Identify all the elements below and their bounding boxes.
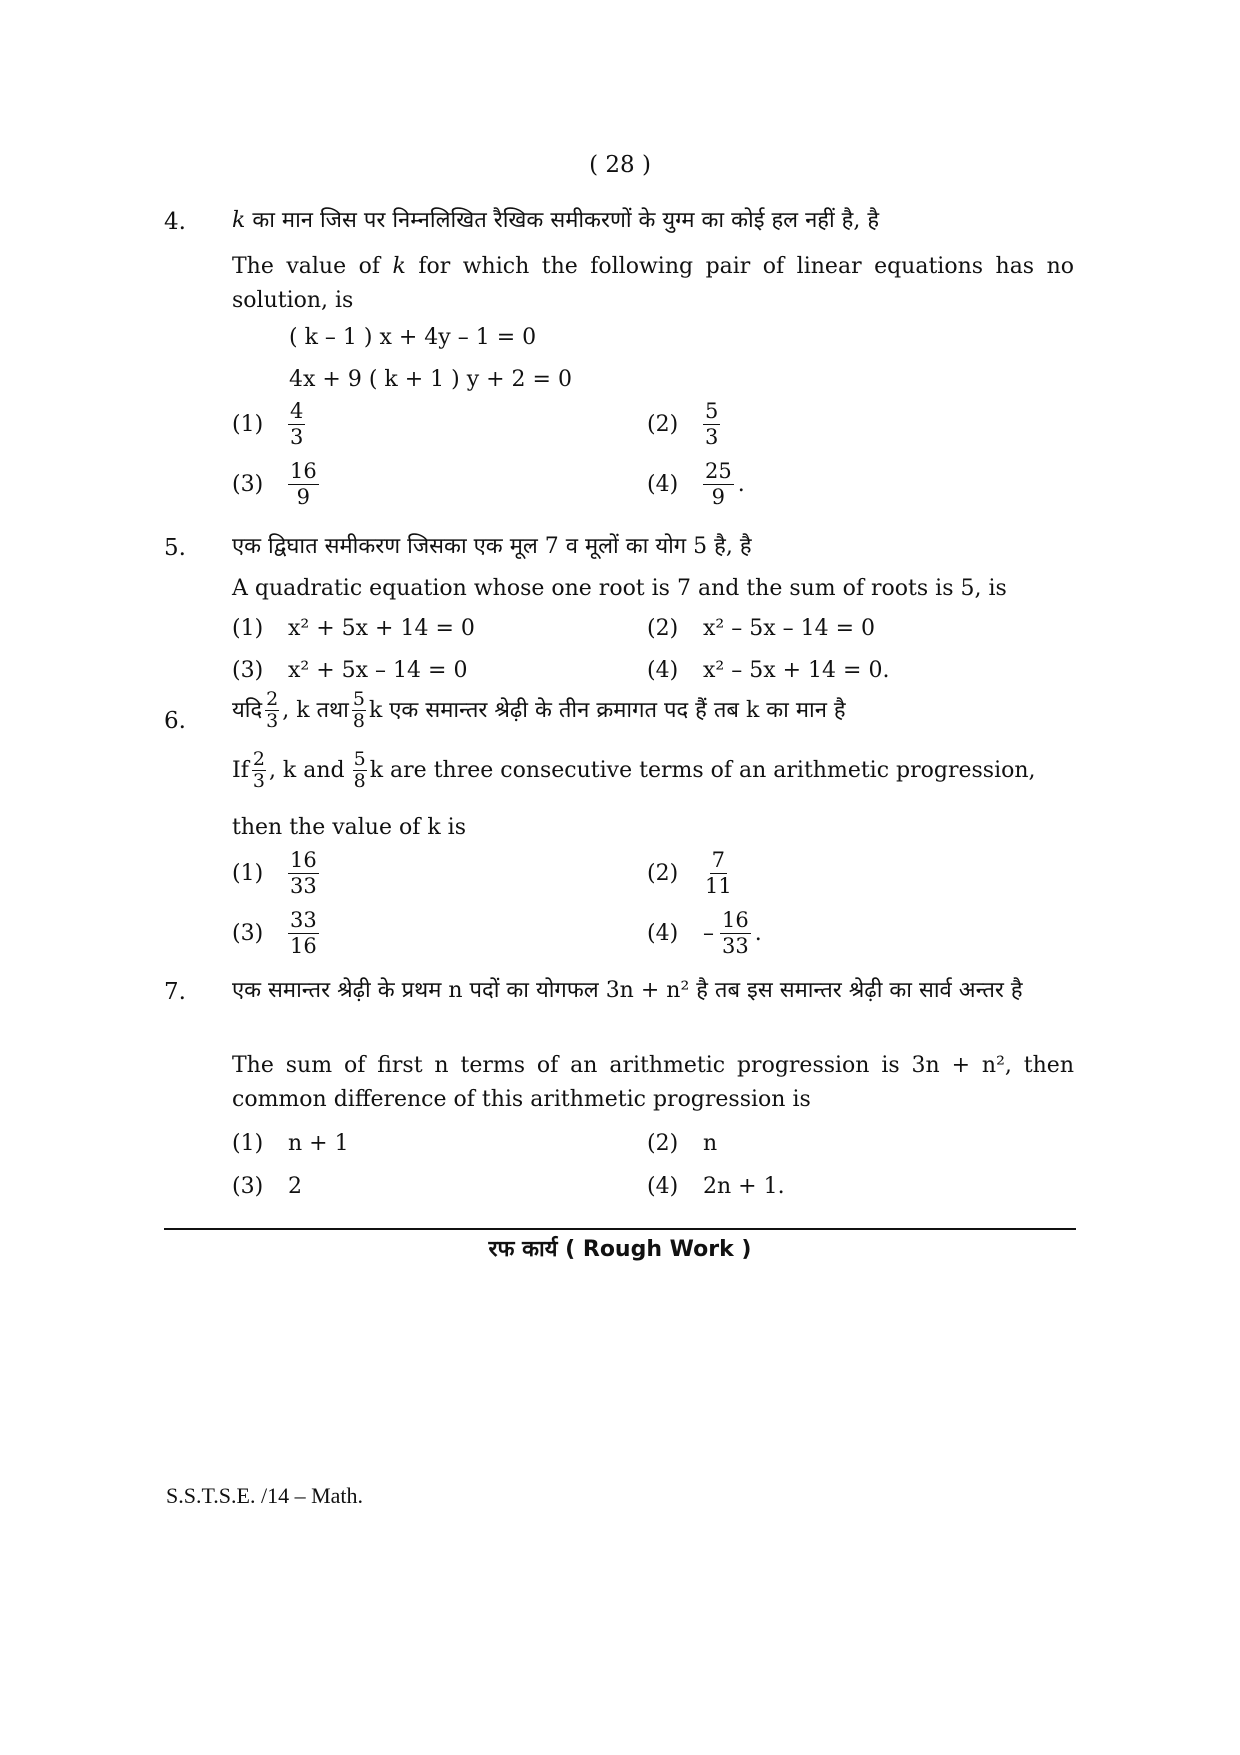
- rough-work-heading: रफ कार्य ( Rough Work ): [488, 1237, 752, 1262]
- fraction: $\frac{7}{11}$: [705, 848, 732, 898]
- question-english: The value of k for which the following pair of linear equations has no solution, is: [232, 254, 1075, 313]
- option-2[interactable]: (2) n: [647, 1131, 718, 1156]
- fraction: $\frac{16}{33}$: [290, 848, 317, 898]
- fraction: $\frac{2}{3}$: [252, 748, 265, 792]
- option-3[interactable]: (3) $\frac{33}{16}$: [232, 908, 317, 958]
- question-number: 5.: [164, 535, 186, 561]
- equation-2: 4x + 9 ( k + 1 ) y + 2 = 0: [289, 367, 572, 392]
- option-4[interactable]: (4) x² – 5x + 14 = 0.: [647, 658, 890, 683]
- question-number: 6.: [164, 708, 186, 734]
- question-hindi: एक समान्तर श्रेढ़ी के प्रथम n पदों का योगफल 3n + n² है तब इस समान्तर श्रेढ़ी का सार्व अन्तर है: [232, 978, 1023, 1003]
- fraction: $\frac{16}{9}$: [290, 459, 317, 509]
- option-1[interactable]: (1) $\frac{16}{33}$: [232, 848, 317, 898]
- question-english-line2: then the value of k is: [232, 815, 467, 840]
- fraction: $\frac{4}{3}$: [290, 399, 304, 449]
- question-hindi: एक द्विघात समीकरण जिसका एक मूल 7 व मूलों का योग 5 है, है: [232, 534, 752, 559]
- option-4[interactable]: (4) 2n + 1.: [647, 1174, 785, 1199]
- footer-code: S.S.T.S.E. /14 – Math.: [166, 1483, 364, 1508]
- divider: [164, 1228, 1076, 1230]
- question-hindi: यदि $\frac{2}{3}$ , k तथा $\frac{5}{8}$ k एक समान्तर श्रेढ़ी के तीन क्रमागत पद हैं तब k का मान है: [232, 688, 846, 732]
- option-3[interactable]: (3) 2: [232, 1174, 302, 1199]
- option-3[interactable]: (3) $\frac{16}{9}$: [232, 459, 317, 509]
- page-number: ( 28 ): [589, 152, 651, 178]
- question-english: The sum of first n terms of an arithmetic progression is 3n + n², then common difference of this arithmetic progression is: [232, 1053, 1074, 1112]
- equation-1: ( k – 1 ) x + 4y – 1 = 0: [289, 325, 537, 350]
- fraction: $\frac{33}{16}$: [290, 908, 317, 958]
- option-4[interactable]: (4) – $\frac{16}{33}$ .: [647, 908, 762, 958]
- fraction: $\frac{5}{3}$: [705, 399, 719, 449]
- option-2[interactable]: (2) $\frac{5}{3}$: [647, 399, 719, 449]
- fraction: $\frac{5}{8}$: [352, 688, 365, 732]
- option-1[interactable]: (1) $\frac{4}{3}$: [232, 399, 304, 449]
- fraction: $\frac{5}{8}$: [353, 748, 366, 792]
- question-english: A quadratic equation whose one root is 7 and the sum of roots is 5, is: [232, 576, 1007, 601]
- option-1[interactable]: (1) x² + 5x + 14 = 0: [232, 616, 475, 641]
- question-number: 7.: [164, 979, 186, 1005]
- question-hindi: k का मान जिस पर निम्नलिखित रैखिक समीकरणों के युग्म का कोई हल नहीं है, है: [232, 208, 880, 233]
- option-2[interactable]: (2) x² – 5x – 14 = 0: [647, 616, 876, 641]
- question-english: If $\frac{2}{3}$ , k and $\frac{5}{8}$ k are three consecutive terms of an arithmetic progression,: [232, 748, 1036, 792]
- fraction: $\frac{25}{9}$: [705, 459, 732, 509]
- fraction: $\frac{2}{3}$: [266, 688, 279, 732]
- option-2[interactable]: (2) $\frac{7}{11}$: [647, 848, 732, 898]
- fraction: $\frac{16}{33}$: [722, 908, 749, 958]
- option-4[interactable]: (4) $\frac{25}{9}$ .: [647, 459, 745, 509]
- option-1[interactable]: (1) n + 1: [232, 1131, 349, 1156]
- question-number: 4.: [164, 209, 186, 235]
- option-3[interactable]: (3) x² + 5x – 14 = 0: [232, 658, 468, 683]
